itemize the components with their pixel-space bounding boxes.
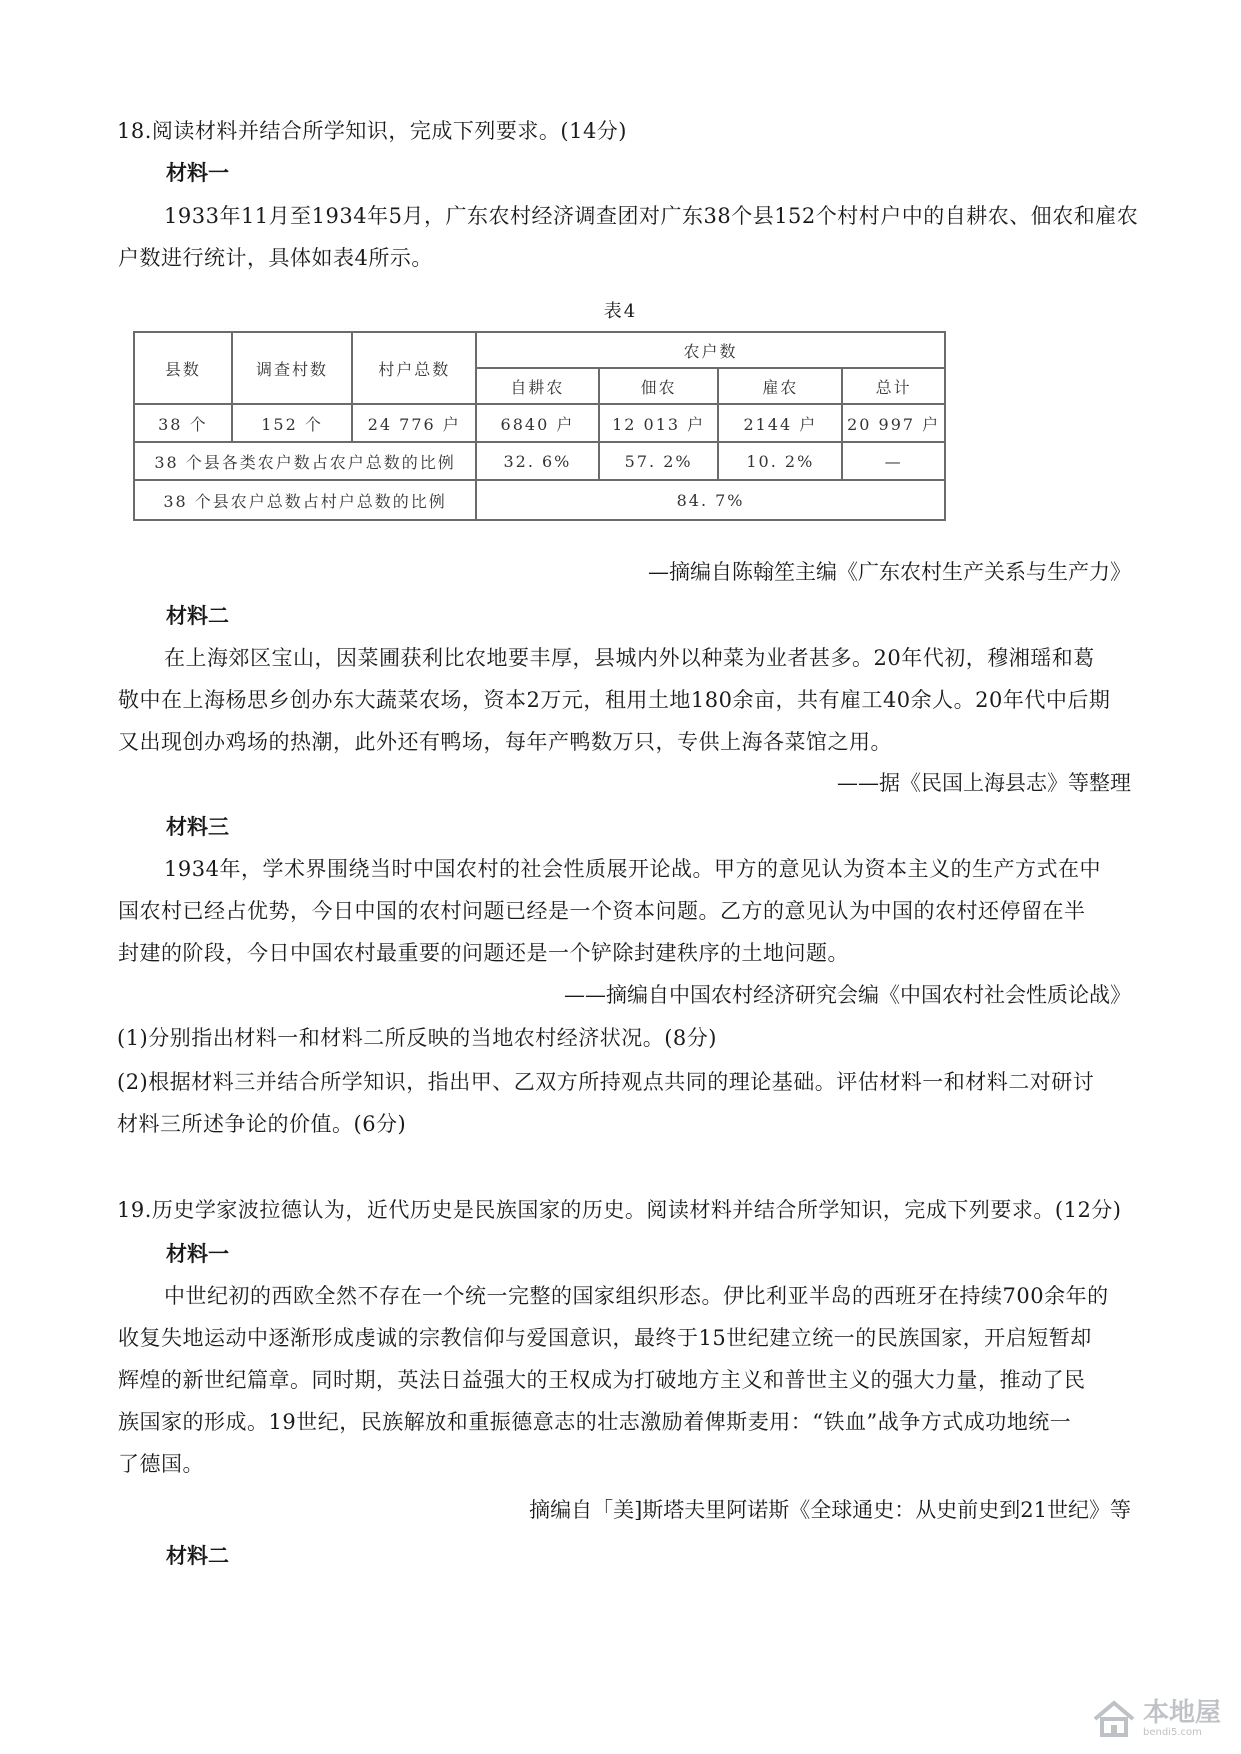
q18-material3-heading: 材料三 xyxy=(166,815,229,839)
cell-villages: 152 个 xyxy=(232,404,353,442)
q19-material1-line: 族国家的形成。19世纪，民族解放和重振德意志的壮志激励着俾斯麦用：“铁血”战争方式成功地统一 xyxy=(118,1410,1072,1434)
cell-hired-ratio: 10. 2% xyxy=(718,442,842,480)
cell-owner: 6840 户 xyxy=(476,404,599,442)
header-tenant-farmers: 佃农 xyxy=(599,368,719,404)
q18-material2-line: 敬中在上海杨思乡创办东大蔬菜农场，资本2万元，租用土地180余亩，共有雇工40余人。20年代中后期 xyxy=(118,688,1111,712)
q18-material2-line: 在上海郊区宝山，因菜圃获利比农地要丰厚，县城内外以种菜为业者甚多。20年代初，穆湘瑶和葛 xyxy=(164,646,1095,670)
q19-material1-line: 了德国。 xyxy=(118,1452,204,1476)
q18-material3-line: 国农村已经占优势，今日中国的农村问题已经是一个资本问题。乙方的意见认为中国的农村还停留在半 xyxy=(118,899,1086,923)
table-4 xyxy=(133,331,946,521)
watermark-name: 本地屋 xyxy=(1142,1698,1221,1728)
header-counties: 县数 xyxy=(134,332,232,404)
header-households: 村户总数 xyxy=(352,332,476,404)
watermark-url: bendi5.com xyxy=(1142,1727,1202,1738)
q18-question-2: (2)根据材料三并结合所学知识，指出甲、乙双方所持观点共同的理论基础。评估材料一和材料二对研讨 xyxy=(117,1070,1095,1094)
q18-question-2-cont: 材料三所述争论的价值。(6分) xyxy=(117,1112,407,1136)
header-hired-farmers: 雇农 xyxy=(718,368,842,404)
q18-material3-source: ——摘编自中国农村经济研究会编《中国农村社会性质论战》 xyxy=(564,983,1131,1007)
q18-material3-line: 1934年，学术界围绕当时中国农村的社会性质展开论战。甲方的意见认为资本主义的生产方式在中 xyxy=(164,857,1101,881)
q18-material1-source: —摘编自陈翰笙主编《广东农村生产关系与生产力》 xyxy=(648,560,1131,584)
cell-counties: 38 个 xyxy=(134,404,232,442)
q18-material1-line: 户数进行统计，具体如表4所示。 xyxy=(118,246,433,270)
cell-tenant-ratio: 57. 2% xyxy=(599,442,719,480)
q18-material1-heading: 材料一 xyxy=(166,161,229,185)
q19-material1-heading: 材料一 xyxy=(166,1242,229,1266)
q18-material2-heading: 材料二 xyxy=(166,604,229,628)
q19-material1-line: 中世纪初的西欧全然不存在一个统一完整的国家组织形态。伊比利亚半岛的西班牙在持续700余年的 xyxy=(164,1284,1109,1308)
header-owner-farmers: 自耕农 xyxy=(476,368,599,404)
q19-title: 19.历史学家波拉德认为，近代历史是民族国家的历史。阅读材料并结合所学知识，完成下列要求。(12分) xyxy=(117,1198,1122,1222)
q19-material1-line: 收复失地运动中逐渐形成虔诚的宗教信仰与爱国意识，最终于15世纪建立统一的民族国家，开启短暂却 xyxy=(118,1326,1092,1350)
table-caption: 表4 xyxy=(603,301,638,322)
q18-material2-source: ——据《民国上海县志》等整理 xyxy=(837,771,1131,795)
cell-total-ratio: — xyxy=(842,442,945,480)
header-villages: 调查村数 xyxy=(232,332,353,404)
cell-total: 20 997 户 xyxy=(842,404,945,442)
q18-material1-line: 1933年11月至1934年5月，广东农村经济调查团对广东38个县152个村村户中的自耕农、佃农和雇农 xyxy=(164,204,1139,228)
q18-title: 18.阅读材料并结合所学知识，完成下列要求。(14分) xyxy=(117,119,628,143)
q19-material1-source: 摘编自「美]斯塔夫里阿诺斯《全球通史：从史前史到21世纪》等 xyxy=(529,1498,1131,1522)
header-total: 总计 xyxy=(842,368,945,404)
q18-material3-line: 封建的阶段，今日中国农村最重要的问题还是一个铲除封建秩序的土地问题。 xyxy=(118,941,849,965)
q19-material1-line: 辉煌的新世纪篇章。同时期，英法日益强大的王权成为打破地方主义和普世主义的强大力量，推动了民 xyxy=(118,1368,1086,1392)
cell-tenant: 12 013 户 xyxy=(599,404,719,442)
cell-owner-ratio: 32. 6% xyxy=(476,442,599,480)
q19-material2-heading: 材料二 xyxy=(166,1544,229,1568)
cell-households: 24 776 户 xyxy=(352,404,476,442)
q18-question-1: (1)分别指出材料一和材料二所反映的当地农村经济状况。(8分) xyxy=(117,1026,717,1050)
watermark xyxy=(1091,1699,1221,1739)
q18-material2-line: 又出现创办鸡场的热潮，此外还有鸭场，每年产鸭数万只，专供上海各菜馆之用。 xyxy=(118,730,892,754)
row-label-category-ratio: 38 个县各类农户数占农户总数的比例 xyxy=(134,442,476,480)
watermark-text xyxy=(1143,1699,1221,1739)
row-label-farm-ratio: 38 个县农户总数占村户总数的比例 xyxy=(134,480,476,520)
cell-farm-ratio: 84. 7% xyxy=(476,480,945,520)
house-logo-icon xyxy=(1091,1699,1137,1739)
header-farm-households: 农户数 xyxy=(476,332,945,368)
cell-hired: 2144 户 xyxy=(718,404,842,442)
